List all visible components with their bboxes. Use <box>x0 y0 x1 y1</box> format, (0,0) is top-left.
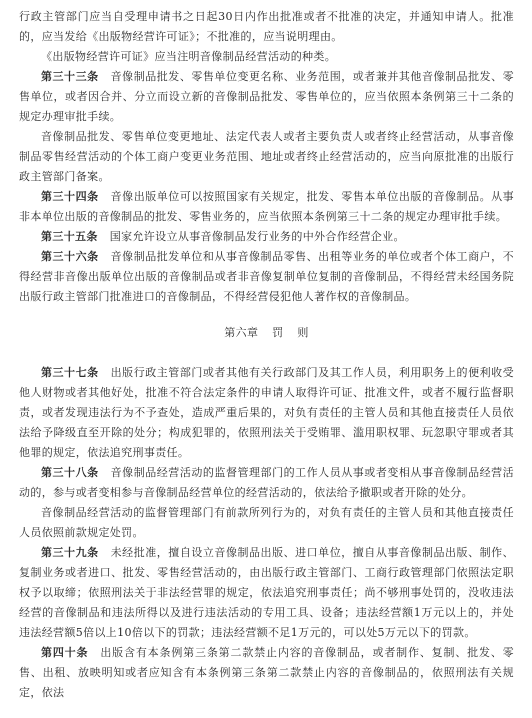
paragraph-text: 行政主管部门应当自受理申请书之日起30日内作出批准或者不批准的决定，并通知申请人。批准的，应当发给《出版物经营许可证》；不批准的，应当说明理由。 <box>19 10 514 43</box>
paragraph-license-note <box>19 47 514 67</box>
article-40 <box>19 643 514 703</box>
article-number: 第三十七条 <box>41 366 99 379</box>
article-number: 第三十八条 <box>41 466 99 479</box>
article-text: 音像制品经营活动的监督管理部门的工作人员从事或者变相从事音像制品经营活动的，参与或者变相参与音像制品经营单位的经营活动的，依法给予撤职或者开除的处分。 <box>19 466 515 499</box>
article-number: 第三十六条 <box>41 250 99 263</box>
article-number: 第三十三条 <box>41 70 99 83</box>
article-text: 出版含有本条例第三条第二款禁止内容的音像制品，或者制作、复制、批发、零售、出租、放映明知或者应知含有本条例第三条第二款禁止内容的音像制品的，依照刑法有关规定，依法 <box>19 646 515 699</box>
chapter-heading: 第六章 罚 则 <box>224 326 309 339</box>
article-text: 国家允许设立从事音像制品发行业务的中外合作经营企业。 <box>109 230 405 243</box>
article-38 <box>19 463 514 503</box>
article-39 <box>19 543 514 643</box>
article-number: 第三十九条 <box>41 546 99 559</box>
article-text: 音像制品批发单位和从事音像制品零售、出租等业务的单位或者个体工商户，不得经营非音像出版单位出版的音像制品或者非音像复制单位复制的音像制品，不得经营未经国务院出版行政主管部门批准进口的音像制品，不得经营侵犯他人著作权的音像制品。 <box>19 250 515 303</box>
article-number: 第三十四条 <box>41 190 99 203</box>
paragraph-text: 《出版物经营许可证》应当注明音像制品经营活动的种类。 <box>41 50 337 63</box>
article-number: 第四十条 <box>41 646 89 659</box>
paragraph-text: 音像制品批发、零售单位变更地址、法定代表人或者主要负责人或者终止经营活动，从事音像制品零售经营活动的个体工商户变更业务范围、地址或者终止经营活动的，应当向原批准的出版行政主管部门备案。 <box>19 130 514 183</box>
article-number: 第三十五条 <box>41 230 98 243</box>
article-text: 未经批准，擅自设立音像制品出版、进口单位，擅自从事音像制品出版、制作、复制业务或者进口、批发、零售经营活动的，由出版行政主管部门、工商行政管理部门依照法定职权予以取缔；依照刑法关于非法经营罪的规定，依法追究刑事责任；尚不够刑事处罚的，没收违法经营的音像制品和违法所得以及进行违法活动的专用工具、设备；违法经营额1万元以上的，并处违法经营额5倍以上10倍以下的罚款；违法经营额不足1万元的，可以处5万元以下的罚款。 <box>19 546 515 639</box>
article-34 <box>19 187 514 227</box>
paragraph-application-decision <box>19 7 514 47</box>
article-text: 音像出版单位可以按照国家有关规定，批发、零售本单位出版的音像制品。从事非本单位出版的音像制品的批发、零售业务的，应当依照本条例第三十二条的规定办理审批手续。 <box>19 190 515 223</box>
article-35 <box>19 227 514 247</box>
paragraph-change-filing <box>19 127 514 187</box>
article-text: 出版行政主管部门或者其他有关行政部门及其工作人员，利用职务上的便利收受他人财物或者其他好处，批准不符合法定条件的申请人取得许可证、批准文件，或者不履行监督职责，或者发现违法行为不予查处，造成严重后果的，对负有责任的主管人员和其他直接责任人员依法给予降级直至开除的处分；构成犯罪的，依照刑法关于受贿罪、滥用职权罪、玩忽职守罪或者其他罪的规定，依法追究刑事责任。 <box>19 366 515 459</box>
article-33 <box>19 67 514 127</box>
article-37 <box>19 363 514 463</box>
paragraph-supervisor-penalty <box>19 503 514 543</box>
paragraph-text: 音像制品经营活动的监督管理部门有前款所列行为的，对负有责任的主管人员和其他直接责任人员依照前款规定处罚。 <box>19 506 514 539</box>
article-text: 音像制品批发、零售单位变更名称、业务范围，或者兼并其他音像制品批发、零售单位，或者因合并、分立而设立新的音像制品批发、零售单位的，应当依照本条例第三十二条的规定办理审批手续。 <box>19 70 515 123</box>
article-36 <box>19 247 514 307</box>
